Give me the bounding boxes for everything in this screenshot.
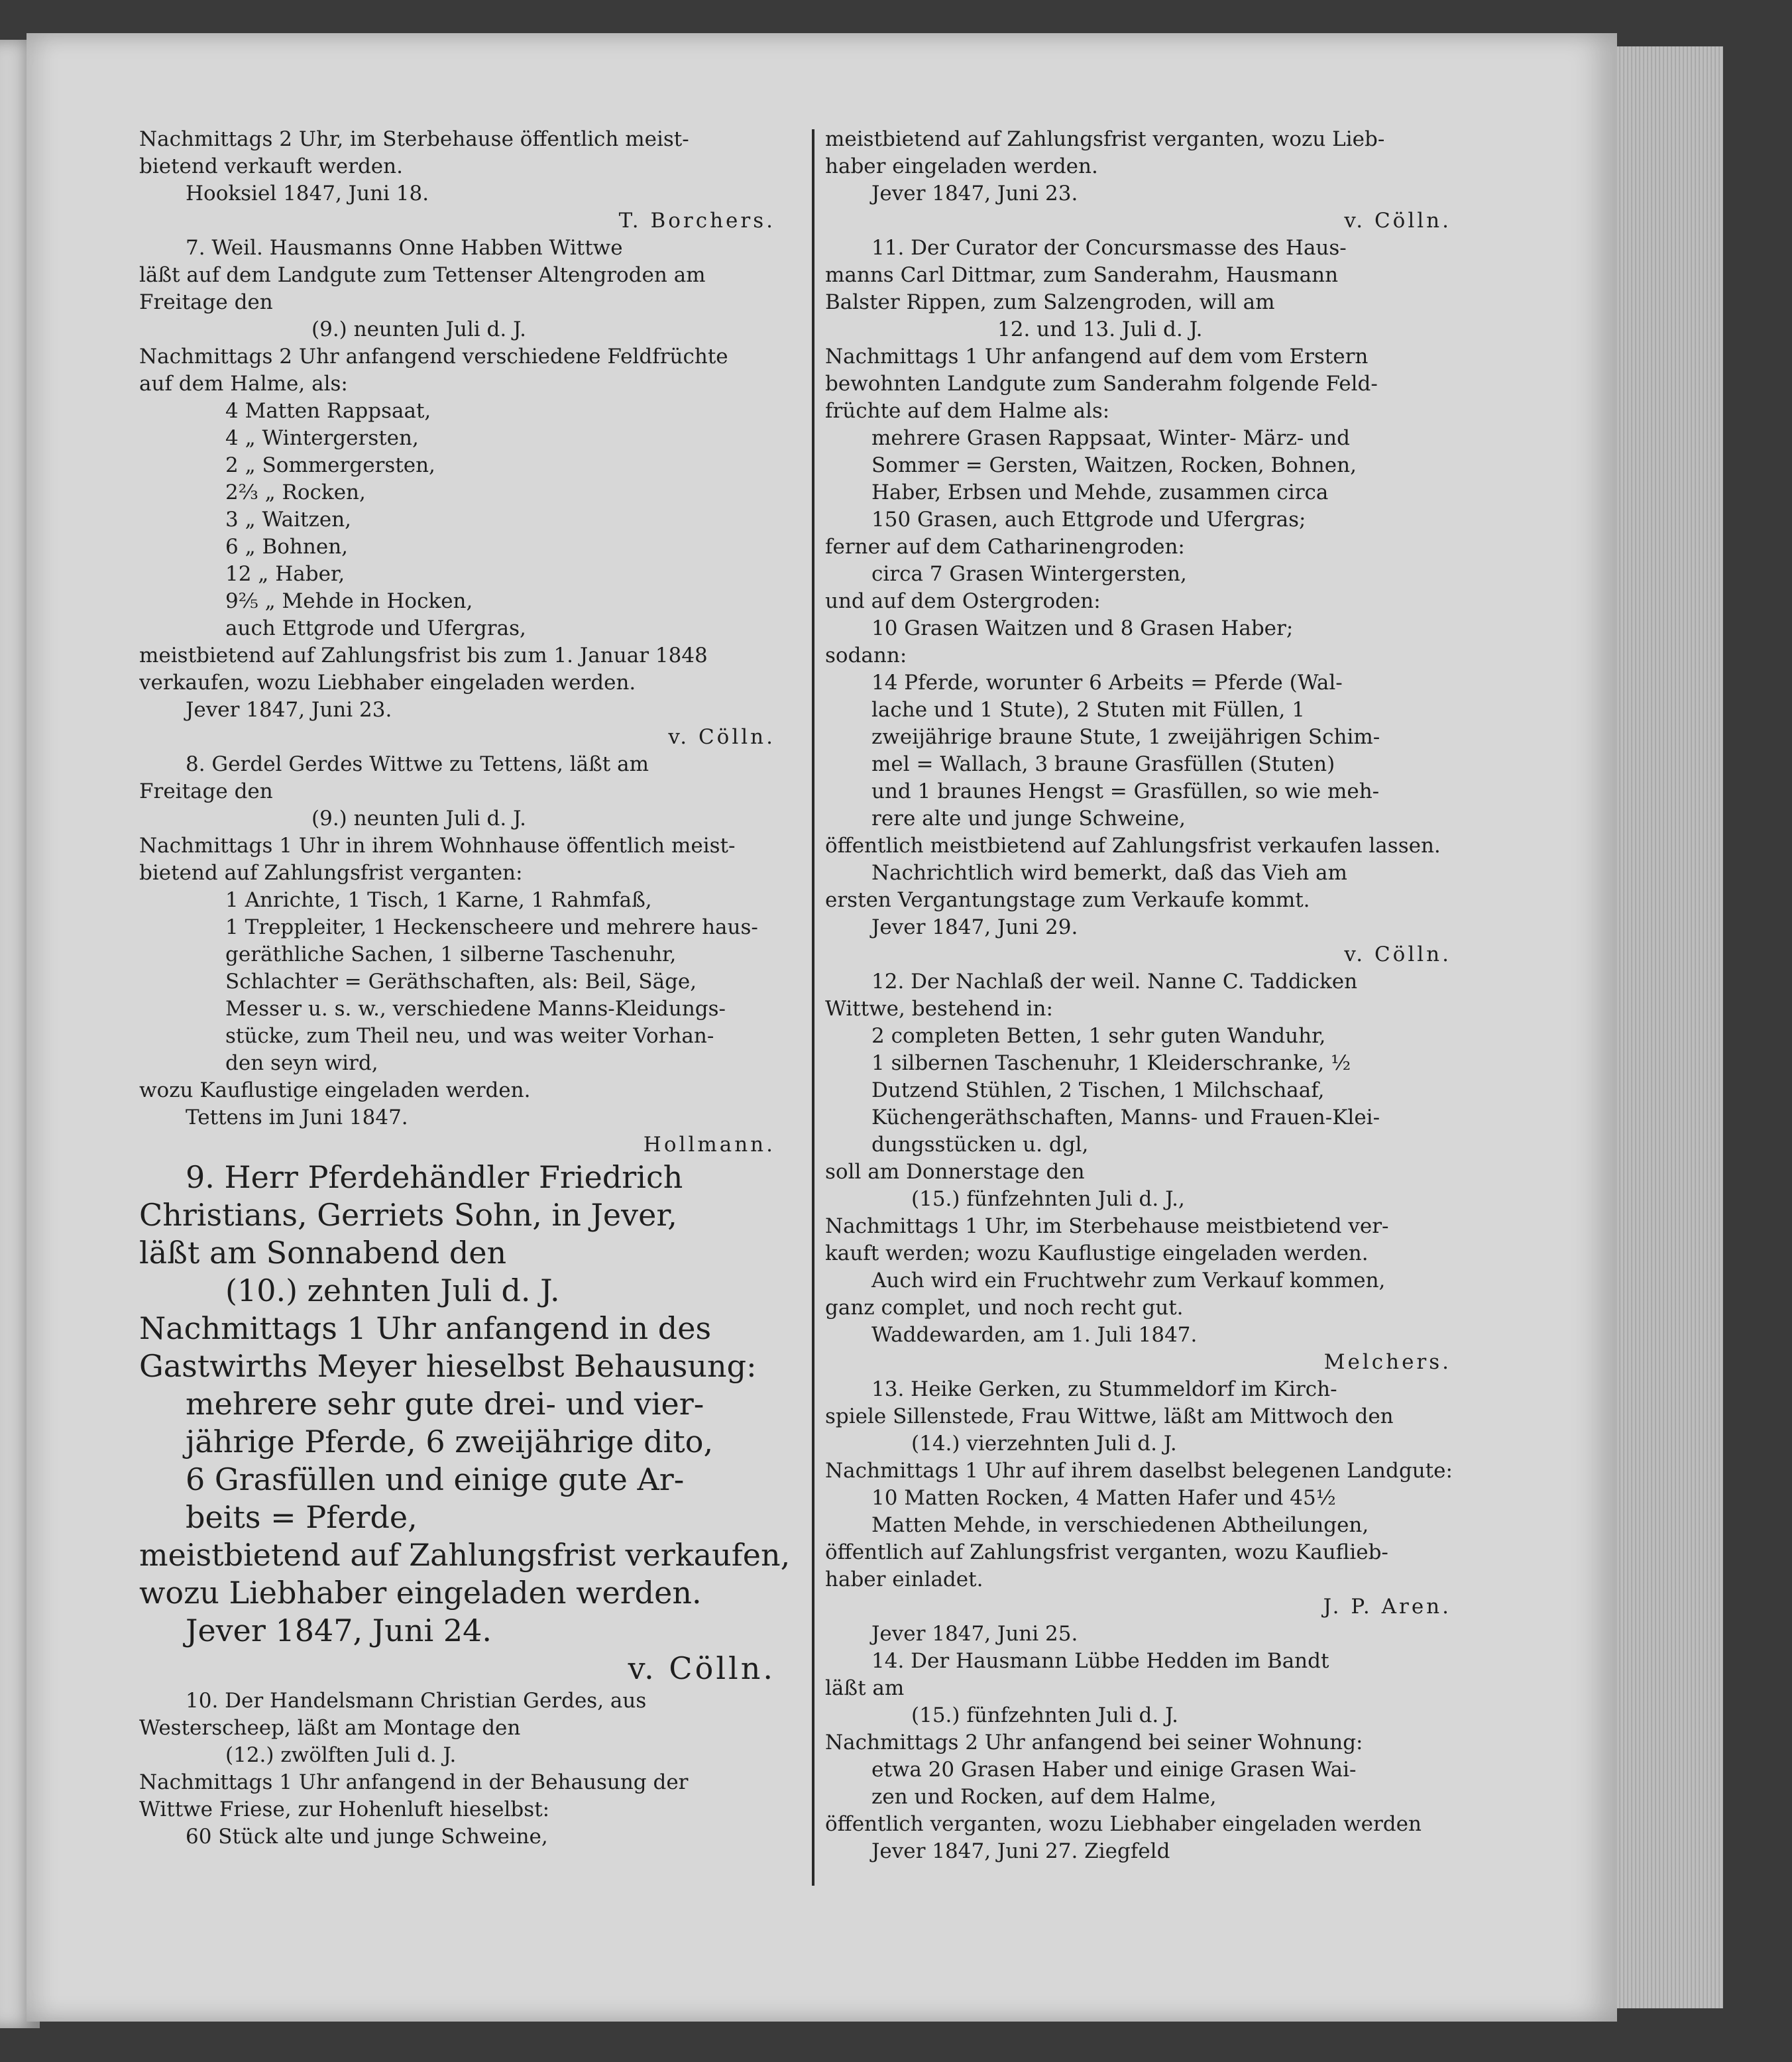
left-column-text-line: läßt auf dem Landgute zum Tettenser Altengroden am — [139, 263, 706, 287]
left-column-text-line: (9.) neunten Juli d. J. — [311, 807, 526, 831]
page-edges — [1617, 46, 1723, 2008]
left-column-text-line: Nachmittags 2 Uhr anfangend verschiedene Feldfrüchte — [139, 345, 728, 369]
left-column-text-line: auf dem Halme, als: — [139, 372, 348, 396]
left-column-text-line: geräthliche Sachen, 1 silberne Taschenuhr, — [225, 943, 677, 966]
right-column-text-line: haber eingeladen werden. — [825, 154, 1098, 178]
right-column-text-line: öffentlich auf Zahlungsfrist verganten, wozu Kauflieb- — [825, 1540, 1388, 1564]
left-column-text-line: 1 Treppleiter, 1 Heckenscheere und mehrere haus- — [225, 915, 758, 939]
right-column-text-line: mehrere Grasen Rappsaat, Winter- März- und — [871, 426, 1350, 450]
right-column-text-line: ganz complet, und noch recht gut. — [825, 1296, 1184, 1320]
right-column-text-line: Nachmittags 1 Uhr anfangend auf dem vom Erstern — [825, 345, 1369, 369]
left-column-text-line: Nachmittags 1 Uhr anfangend in der Behausung der — [139, 1770, 689, 1794]
left-column-text-line: Schlachter = Geräthschaften, als: Beil, Säge, — [225, 970, 697, 994]
left-column-text-line: (10.) zehnten Juli d. J. — [225, 1273, 560, 1308]
left-column-text-line: 6 Grasfüllen und einige gute Ar- — [186, 1461, 685, 1497]
right-column-text-line: sodann: — [825, 644, 907, 667]
right-column-text-line: und auf dem Ostergroden: — [825, 589, 1101, 613]
right-column-text-line: 10 Grasen Waitzen und 8 Grasen Haber; — [871, 616, 1294, 640]
right-column-text-line: (15.) fünfzehnten Juli d. J., — [911, 1187, 1185, 1211]
right-column-text-line: Jever 1847, Juni 29. — [871, 915, 1078, 939]
left-column-text-line: wozu Kauflustige eingeladen werden. — [139, 1078, 531, 1102]
left-column-text-line: 2⅔ „ Rocken, — [225, 481, 366, 504]
right-column-text-line: ersten Vergantungstage zum Verkaufe kommt. — [825, 888, 1310, 912]
column-divider — [812, 129, 814, 1886]
right-column-text-line: spiele Sillenstede, Frau Wittwe, läßt am Mittwoch den — [825, 1404, 1394, 1428]
right-column-text-line: Sommer = Gersten, Waitzen, Rocken, Bohnen, — [871, 453, 1357, 477]
right-column-text-line: kauft werden; wozu Kauflustige eingeladen werden. — [825, 1241, 1369, 1265]
right-column-text-line: 150 Grasen, auch Ettgrode und Ufergras; — [871, 508, 1306, 532]
left-column-text-line: 2 „ Sommergersten, — [225, 453, 435, 477]
right-column-text-line: 13. Heike Gerken, zu Stummeldorf im Kirch- — [871, 1377, 1337, 1401]
right-column-text-line: haber einladet. — [825, 1568, 983, 1591]
left-column-text-line: 4 „ Wintergersten, — [225, 426, 419, 450]
left-column-text-line: Hollmann. — [643, 1133, 775, 1157]
right-column-text-line: Nachmittags 2 Uhr anfangend bei seiner Wohnung: — [825, 1731, 1363, 1754]
right-column-text-line: ferner auf dem Catharinengroden: — [825, 535, 1185, 559]
right-column-text-line: öffentlich meistbietend auf Zahlungsfrist verkaufen lassen. — [825, 834, 1441, 858]
left-column-text-line: Freitage den — [139, 779, 273, 803]
right-column-text-line: Jever 1847, Juni 25. — [871, 1622, 1078, 1646]
left-column-text-line: stücke, zum Theil neu, und was weiter Vorhan- — [225, 1024, 714, 1048]
left-column-text-line: v. Cölln. — [668, 725, 775, 749]
right-column-text-line: Balster Rippen, zum Salzengroden, will am — [825, 290, 1275, 314]
left-column-text-line: Westerscheep, läßt am Montage den — [139, 1716, 521, 1740]
right-column-text-line: bewohnten Landgute zum Sanderahm folgende Feld- — [825, 372, 1378, 396]
right-column-text-line: lache und 1 Stute), 2 Stuten mit Füllen, 1 — [871, 698, 1305, 722]
right-column-text-line: früchte auf dem Halme als: — [825, 399, 1110, 423]
left-column-text-line: den seyn wird, — [225, 1051, 378, 1075]
right-column-text-line: öffentlich verganten, wozu Liebhaber eingeladen werden — [825, 1812, 1422, 1836]
left-column-text-line: Nachmittags 2 Uhr, im Sterbehause öffentlich meist- — [139, 127, 689, 151]
left-column-text-line: 12 „ Haber, — [225, 562, 345, 586]
left-column-text-line: auch Ettgrode und Ufergras, — [225, 616, 526, 640]
left-column-text-line: v. Cölln. — [628, 1650, 775, 1686]
left-column-text-line: Nachmittags 1 Uhr anfangend in des — [139, 1310, 712, 1346]
left-column-text-line: Jever 1847, Juni 24. — [186, 1613, 492, 1648]
right-column-text-line: Nachmittags 1 Uhr, im Sterbehause meistbietend ver- — [825, 1214, 1389, 1238]
left-column-text-line: 60 Stück alte und junge Schweine, — [186, 1825, 548, 1849]
left-column-text-line: läßt am Sonnabend den — [139, 1235, 507, 1271]
left-column-text-line: 10. Der Handelsmann Christian Gerdes, aus — [186, 1689, 647, 1713]
left-column-text-line: Wittwe Friese, zur Hohenluft hieselbst: — [139, 1798, 550, 1821]
left-column-text-line: beits = Pferde, — [186, 1499, 418, 1535]
right-column-text-line: zen und Rocken, auf dem Halme, — [871, 1785, 1217, 1809]
right-column-text-line: circa 7 Grasen Wintergersten, — [871, 562, 1187, 586]
left-column-text-line: (12.) zwölften Juli d. J. — [225, 1743, 457, 1767]
right-column-text-line: 2 completen Betten, 1 sehr guten Wanduhr, — [871, 1024, 1326, 1048]
right-column-text-line: Haber, Erbsen und Mehde, zusammen circa — [871, 481, 1329, 504]
right-column — [825, 126, 1478, 1865]
left-column-text-line: 8. Gerdel Gerdes Wittwe zu Tettens, läßt am — [186, 752, 649, 776]
right-column-text-line: rere alte und junge Schweine, — [871, 807, 1186, 831]
left-column-text-line: 9. Herr Pferdehändler Friedrich — [186, 1159, 683, 1195]
left-column — [139, 126, 802, 1851]
right-column-text-line: soll am Donnerstage den — [825, 1160, 1085, 1184]
left-column-text-line: T. Borchers. — [618, 209, 775, 233]
right-column-text-line: Nachmittags 1 Uhr auf ihrem daselbst belegenen Landgute: — [825, 1459, 1453, 1483]
left-column-text-line: mehrere sehr gute drei- und vier- — [186, 1386, 704, 1422]
right-column-text-line: 12. Der Nachlaß der weil. Nanne C. Taddicken — [871, 970, 1358, 994]
right-column-text-line: Auch wird ein Fruchtwehr zum Verkauf kommen, — [871, 1269, 1386, 1292]
left-column-text-line: Tettens im Juni 1847. — [186, 1106, 408, 1129]
right-column-text-line: 11. Der Curator der Concursmasse des Haus- — [871, 236, 1347, 260]
left-column-text-line: meistbietend auf Zahlungsfrist verkaufen, — [139, 1537, 791, 1573]
right-column-text-line: dungsstücken u. dgl, — [871, 1133, 1089, 1157]
right-column-text-line: v. Cölln. — [1344, 943, 1451, 966]
right-column-text-line: Wittwe, bestehend in: — [825, 997, 1053, 1021]
left-column-text-line: wozu Liebhaber eingeladen werden. — [139, 1575, 702, 1611]
left-column-text-line: Gastwirths Meyer hieselbst Behausung: — [139, 1348, 757, 1384]
right-column-text-line: Küchengeräthschaften, Manns- und Frauen-Klei- — [871, 1106, 1380, 1129]
left-column-text-line: bietend auf Zahlungsfrist verganten: — [139, 861, 523, 885]
left-column-text-line: meistbietend auf Zahlungsfrist bis zum 1. Januar 1848 — [139, 644, 708, 667]
right-column-text-line: Nachrichtlich wird bemerkt, daß das Vieh am — [871, 861, 1347, 885]
right-column-text-line: Waddewarden, am 1. Juli 1847. — [871, 1323, 1198, 1347]
left-column-text-line: Christians, Gerriets Sohn, in Jever, — [139, 1197, 677, 1233]
left-column-text-line: 9⅖ „ Mehde in Hocken, — [225, 589, 473, 613]
right-column-text-line: etwa 20 Grasen Haber und einige Grasen Wai- — [871, 1758, 1357, 1782]
right-column-text-line: (15.) fünfzehnten Juli d. J. — [911, 1703, 1178, 1727]
right-column-text-line: meistbietend auf Zahlungsfrist verganten, wozu Lieb- — [825, 127, 1385, 151]
right-column-text-line: J. P. Aren. — [1323, 1595, 1451, 1619]
right-column-text-line: zweijährige braune Stute, 1 zweijährigen Schim- — [871, 725, 1380, 749]
right-column-text-line: Matten Mehde, in verschiedenen Abtheilungen, — [871, 1513, 1369, 1537]
right-column-text-line: (14.) vierzehnten Juli d. J. — [911, 1432, 1177, 1456]
right-column-text-line: läßt am — [825, 1676, 905, 1700]
left-column-text-line: Jever 1847, Juni 23. — [186, 698, 392, 722]
left-column-text-line: bietend verkauft werden. — [139, 154, 403, 178]
left-column-text-line: 3 „ Waitzen, — [225, 508, 352, 532]
left-column-text-line: Messer u. s. w., verschiedene Manns-Kleidungs- — [225, 997, 726, 1021]
left-column-text-line: Nachmittags 1 Uhr in ihrem Wohnhause öffentlich meist- — [139, 834, 736, 858]
right-column-text-line: 14 Pferde, worunter 6 Arbeits = Pferde (Wal- — [871, 671, 1343, 695]
right-column-text-line: Jever 1847, Juni 23. — [871, 182, 1078, 205]
left-column-text-line: Hooksiel 1847, Juni 18. — [186, 182, 429, 205]
right-column-text-line: v. Cölln. — [1344, 209, 1451, 233]
left-column-text-line: 4 Matten Rappsaat, — [225, 399, 431, 423]
left-column-text-line: 7. Weil. Hausmanns Onne Habben Wittwe — [186, 236, 623, 260]
right-column-text-line: und 1 braunes Hengst = Grasfüllen, so wie meh- — [871, 779, 1380, 803]
left-column-text-line: jährige Pferde, 6 zweijährige dito, — [186, 1424, 714, 1460]
right-column-text-line: 10 Matten Rocken, 4 Matten Hafer und 45½ — [871, 1486, 1336, 1510]
left-column-text-line: (9.) neunten Juli d. J. — [311, 317, 526, 341]
left-column-text-line: verkaufen, wozu Liebhaber eingeladen werden. — [139, 671, 636, 695]
right-column-text-line: manns Carl Dittmar, zum Sanderahm, Hausmann — [825, 263, 1339, 287]
left-column-text-line: 6 „ Bohnen, — [225, 535, 349, 559]
right-column-text-line: Melchers. — [1323, 1350, 1451, 1374]
right-column-text-line: 14. Der Hausmann Lübbe Hedden im Bandt — [871, 1649, 1329, 1673]
right-column-text-line: Dutzend Stühlen, 2 Tischen, 1 Milchschaaf, — [871, 1078, 1325, 1102]
left-column-text-line: Freitage den — [139, 290, 273, 314]
right-column-text-line: 1 silbernen Taschenuhr, 1 Kleiderschranke, ½ — [871, 1051, 1351, 1075]
right-column-text-line: mel = Wallach, 3 braune Grasfüllen (Stuten) — [871, 752, 1335, 776]
right-column-text-line: Jever 1847, Juni 27. Ziegfeld — [871, 1839, 1170, 1863]
right-column-text-line: 12. und 13. Juli d. J. — [997, 317, 1203, 341]
left-column-text-line: 1 Anrichte, 1 Tisch, 1 Karne, 1 Rahmfaß, — [225, 888, 652, 912]
